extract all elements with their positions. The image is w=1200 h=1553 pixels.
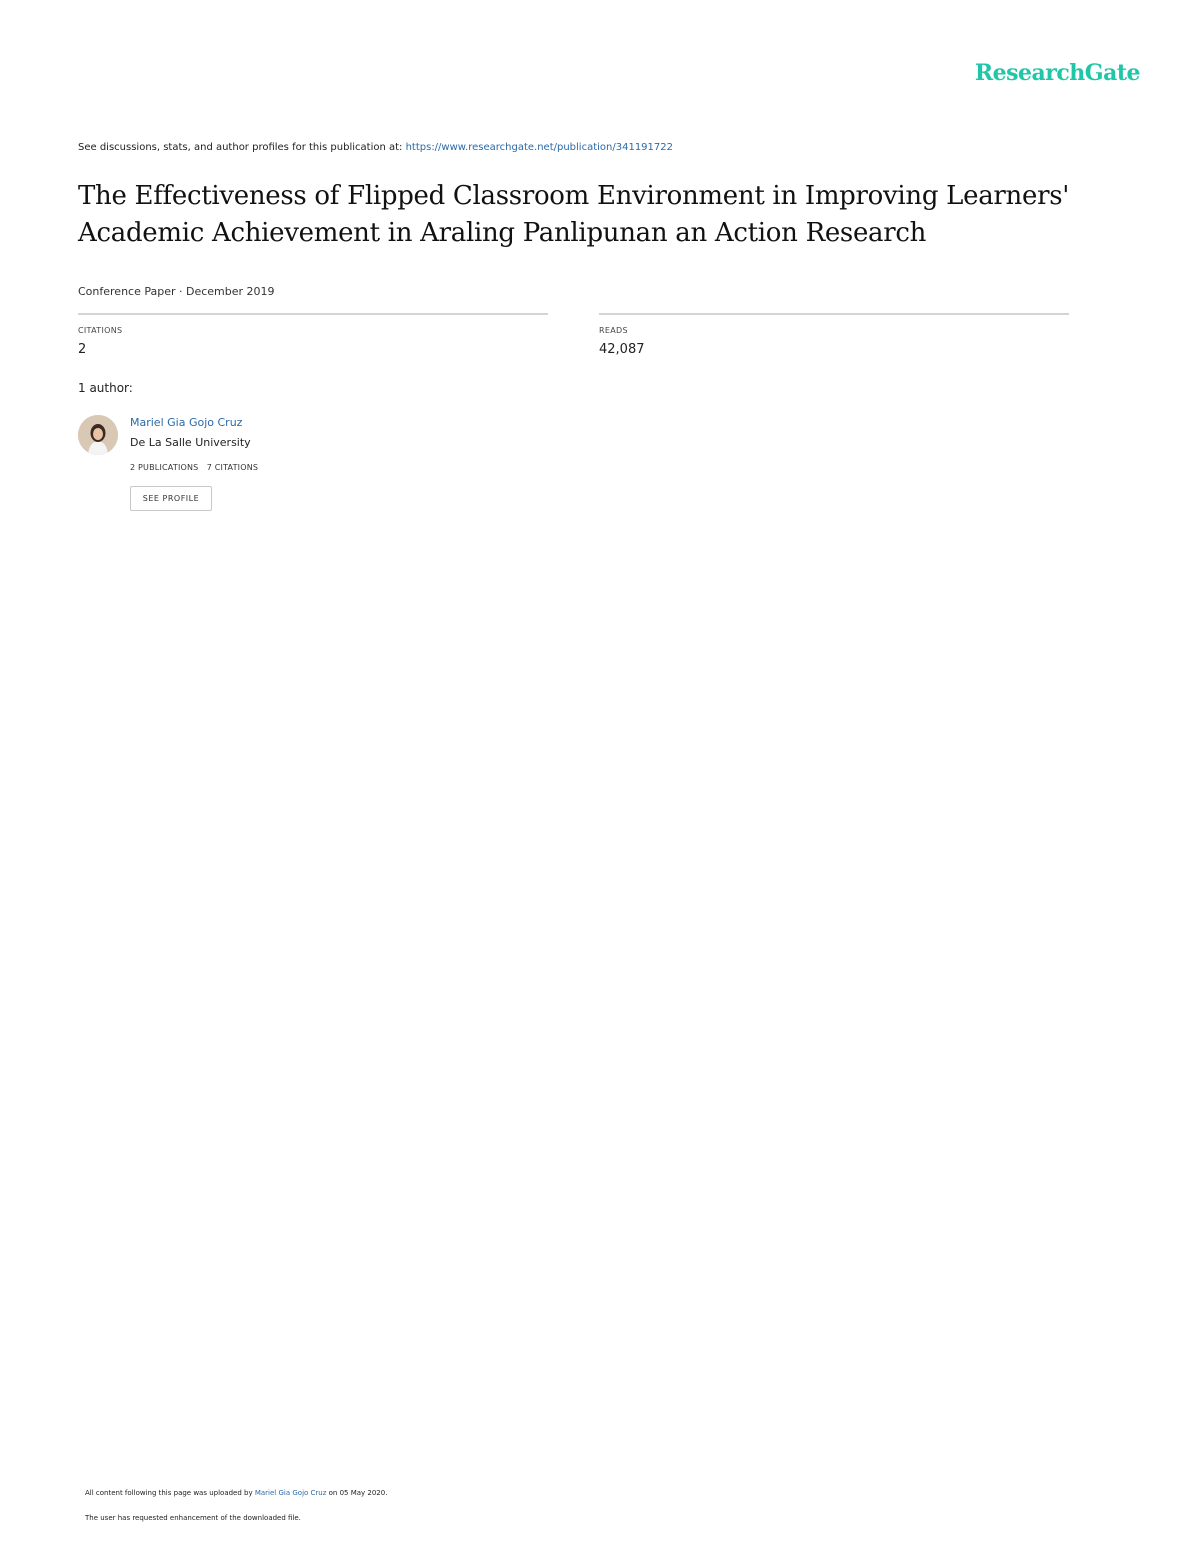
author-institution: De La Salle University: [130, 436, 251, 449]
enhancement-note: The user has requested enhancement of the downloaded file.: [85, 1514, 301, 1522]
see-profile-button[interactable]: SEE PROFILE: [130, 486, 212, 511]
author-publications-count: 2 PUBLICATIONS: [130, 463, 199, 472]
publication-meta: Conference Paper · December 2019: [78, 285, 275, 298]
discussion-line: [78, 142, 673, 153]
citations-label: CITATIONS: [78, 326, 123, 335]
upload-prefix: All content following this page was uploaded by: [85, 1489, 255, 1497]
author-citations-count: 7 CITATIONS: [206, 463, 259, 472]
discussion-prefix: See discussions, stats, and author profiles for this publication at:: [78, 142, 406, 153]
reads-divider: [599, 313, 1069, 315]
reads-count: 42,087: [599, 342, 645, 357]
author-name-link[interactable]: Mariel Gia Gojo Cruz: [130, 416, 243, 429]
author-stats: [130, 463, 258, 472]
upload-suffix: on 05 May 2020.: [326, 1489, 388, 1497]
publication-link[interactable]: https://www.researchgate.net/publication/341191722: [405, 142, 673, 153]
citations-count: 2: [78, 342, 87, 357]
uploader-link[interactable]: Mariel Gia Gojo Cruz: [254, 1489, 327, 1497]
author-count-label: 1 author:: [78, 381, 133, 395]
author-avatar[interactable]: [78, 415, 118, 455]
person-photo-icon: [78, 415, 118, 455]
researchgate-logo[interactable]: ResearchGate: [974, 60, 1140, 86]
citations-divider: [78, 313, 548, 315]
reads-label: READS: [599, 326, 628, 335]
upload-note: [85, 1489, 387, 1497]
publication-title: The Effectiveness of Flipped Classroom Environment in Improving Learners' Academic Achievement in Araling Panlipunan an Action Research: [78, 181, 1070, 248]
